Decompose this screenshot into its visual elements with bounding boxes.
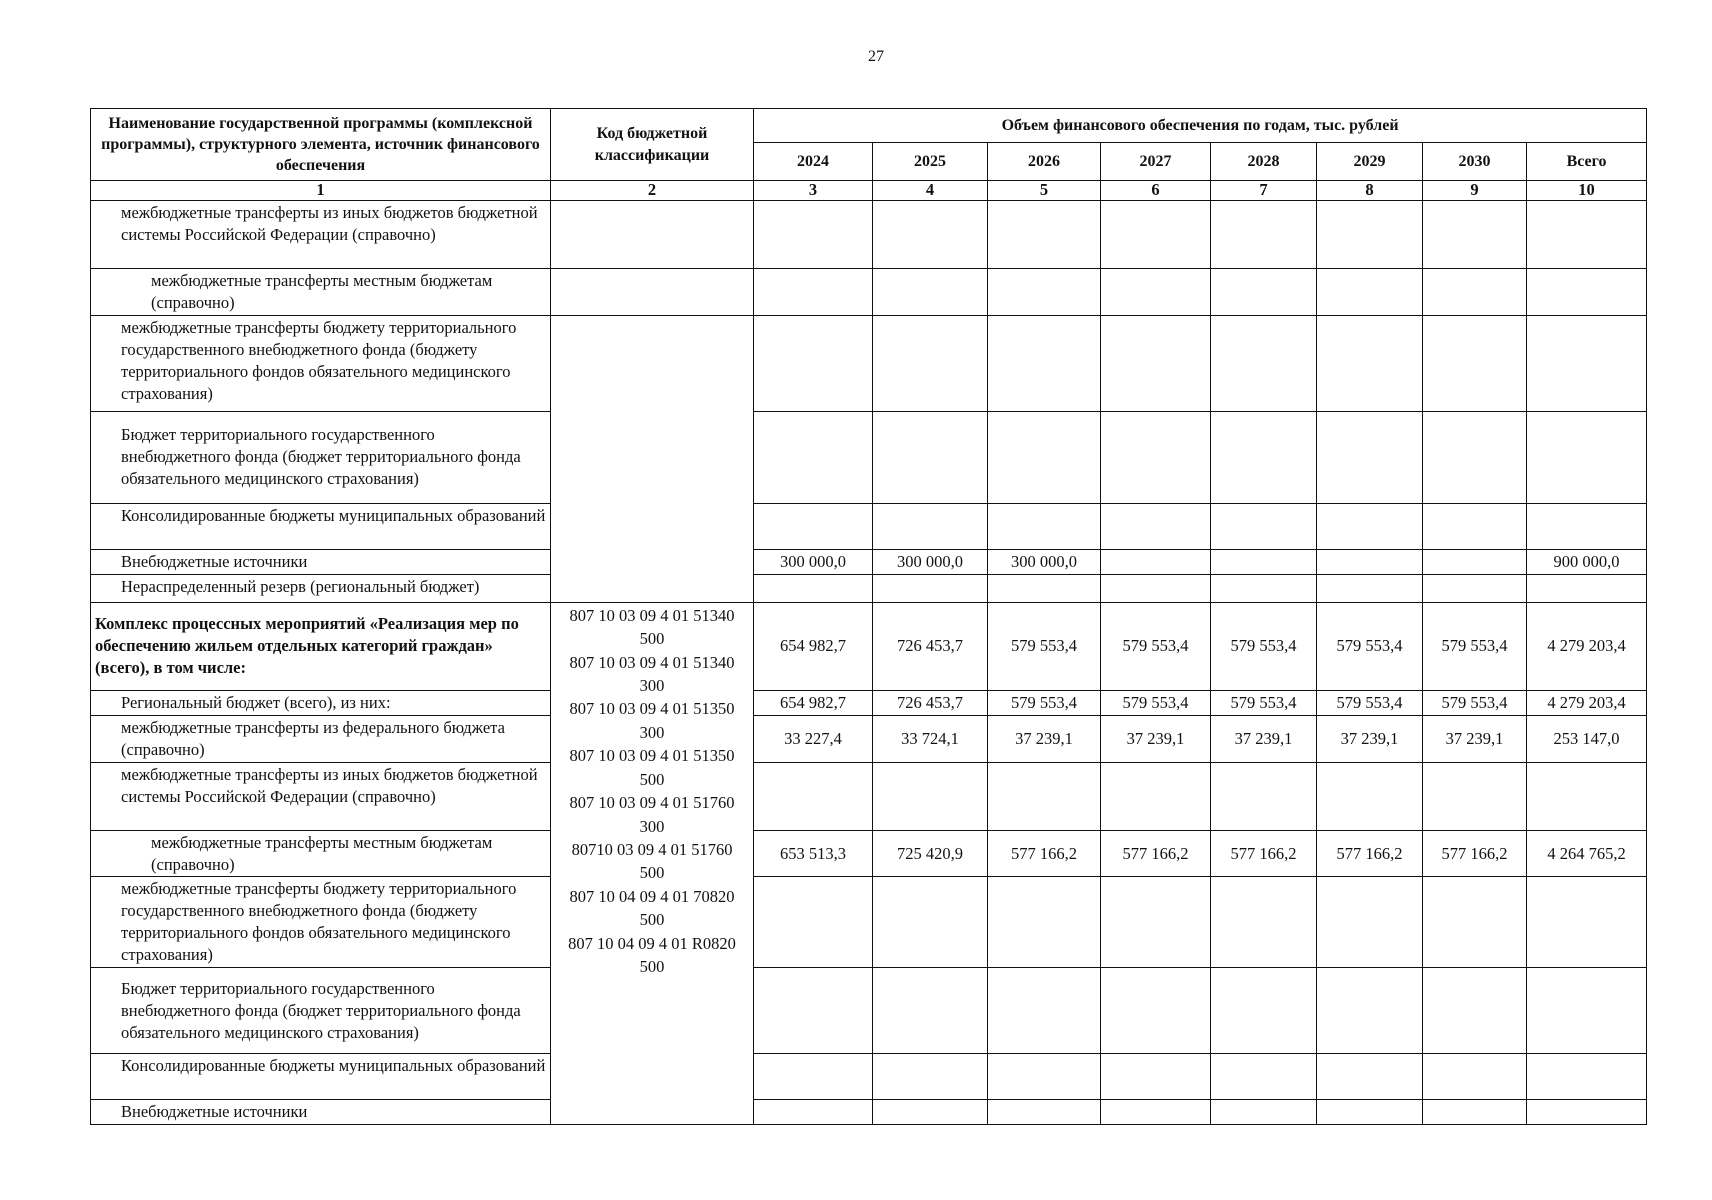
value-cell [1317, 877, 1423, 968]
code-cell-empty [551, 315, 754, 602]
value-cell: 300 000,0 [754, 549, 873, 574]
value-cell [1101, 877, 1211, 968]
value-cell [1317, 968, 1423, 1054]
value-cell: 579 553,4 [988, 602, 1101, 690]
page-number: 27 [868, 48, 884, 65]
value-cell [1527, 877, 1647, 968]
value-cell [754, 968, 873, 1054]
value-cell: 4 279 203,4 [1527, 602, 1647, 690]
table-row [91, 762, 1647, 830]
value-cell [754, 200, 873, 268]
value-cell: 653 513,3 [754, 830, 873, 877]
value-cell: 4 264 765,2 [1527, 830, 1647, 877]
value-cell [1211, 762, 1317, 830]
value-cell: 37 239,1 [1423, 715, 1527, 762]
value-cell [1317, 574, 1423, 602]
value-cell [1101, 549, 1211, 574]
value-cell [754, 268, 873, 315]
budget-code: 80710 03 09 4 01 51760 [571, 840, 733, 859]
value-cell: 300 000,0 [873, 549, 988, 574]
row-name: межбюджетные трансферты из иных бюджетов бюджетной системы Российской Федерации (справочно) [91, 200, 551, 268]
value-cell: 579 553,4 [1101, 602, 1211, 690]
table-row [91, 715, 1647, 762]
row-name: межбюджетные трансферты местным бюджетам (справочно) [91, 268, 551, 315]
header-year-2030: 2030 [1423, 143, 1527, 181]
value-cell [754, 1100, 873, 1125]
value-cell [988, 200, 1101, 268]
value-cell: 726 453,7 [873, 602, 988, 690]
column-number: 8 [1317, 181, 1423, 201]
column-number: 6 [1101, 181, 1211, 201]
value-cell [1101, 411, 1211, 503]
value-cell: 300 000,0 [988, 549, 1101, 574]
value-cell [1527, 1054, 1647, 1100]
value-cell [1423, 200, 1527, 268]
budget-code: 807 10 04 09 4 01 70820 [569, 886, 735, 906]
budget-code: 500 [639, 629, 665, 649]
value-cell [1211, 877, 1317, 968]
value-cell: 577 166,2 [1101, 830, 1211, 877]
row-name: межбюджетные трансферты из федерального бюджета (справочно) [91, 715, 551, 762]
value-cell [1423, 411, 1527, 503]
value-cell [1211, 549, 1317, 574]
value-cell [754, 762, 873, 830]
value-cell [1423, 1054, 1527, 1100]
value-cell [1317, 268, 1423, 315]
value-cell [1211, 268, 1317, 315]
table-row [91, 968, 1647, 1054]
value-cell [1527, 968, 1647, 1054]
value-cell [754, 503, 873, 549]
value-cell [1527, 200, 1647, 268]
value-cell [1211, 968, 1317, 1054]
value-cell [873, 1054, 988, 1100]
column-number: 3 [754, 181, 873, 201]
value-cell: 654 982,7 [754, 602, 873, 690]
value-cell [1317, 1054, 1423, 1100]
value-cell [1317, 411, 1423, 503]
value-cell [988, 968, 1101, 1054]
value-cell [1527, 574, 1647, 602]
value-cell [1101, 574, 1211, 602]
row-name: Внебюджетные источники [91, 549, 551, 574]
value-cell [1527, 1100, 1647, 1125]
budget-code: 300 [639, 676, 665, 696]
value-cell [1211, 200, 1317, 268]
row-name: межбюджетные трансферты из иных бюджетов бюджетной системы Российской Федерации (справочно) [91, 762, 551, 830]
header-volume-column: Объем финансового обеспечения по годам, тыс. рублей [754, 109, 1647, 143]
header-year-2029: 2029 [1317, 143, 1423, 181]
value-cell: 654 982,7 [754, 690, 873, 715]
value-cell [873, 503, 988, 549]
budget-code: 500 [639, 957, 665, 977]
value-cell: 579 553,4 [1423, 690, 1527, 715]
row-name: Региональный бюджет (всего), из них: [91, 690, 551, 715]
table-row [91, 549, 1647, 574]
column-number: 10 [1527, 181, 1647, 201]
value-cell [988, 877, 1101, 968]
value-cell [1423, 877, 1527, 968]
value-cell [754, 411, 873, 503]
value-cell [988, 762, 1101, 830]
value-cell [873, 968, 988, 1054]
budget-code: 500 [639, 769, 665, 789]
value-cell [1423, 1100, 1527, 1125]
value-cell [873, 200, 988, 268]
header-name-column: Наименование государственной программы (комплексной программы), структурного элемента, источник финансового обеспечения [91, 109, 551, 181]
value-cell: 579 553,4 [1101, 690, 1211, 715]
column-number: 9 [1423, 181, 1527, 201]
header-code-column: Код бюджетной классификации [551, 109, 754, 181]
value-cell: 253 147,0 [1527, 715, 1647, 762]
code-cell-empty [754, 574, 873, 602]
value-cell [988, 1054, 1101, 1100]
value-cell [988, 268, 1101, 315]
table-row [91, 411, 1647, 503]
value-cell: 33 227,4 [754, 715, 873, 762]
value-cell [754, 315, 873, 411]
row-name: Консолидированные бюджеты муниципальных образований [91, 1054, 551, 1100]
header-year-2027: 2027 [1101, 143, 1211, 181]
value-cell [988, 503, 1101, 549]
value-cell [1211, 1054, 1317, 1100]
value-cell [1211, 1100, 1317, 1125]
value-cell: 579 553,4 [1211, 602, 1317, 690]
row-name: Нераспределенный резерв (региональный бюджет) [91, 574, 551, 602]
budget-code: 807 10 03 09 4 01 51340 [569, 605, 735, 625]
value-cell [1101, 1100, 1211, 1125]
value-cell [1423, 549, 1527, 574]
header-year-2025: 2025 [873, 143, 988, 181]
value-cell [873, 315, 988, 411]
table-row [91, 268, 1647, 315]
budget-codes-cell [551, 602, 754, 1124]
value-cell [1527, 315, 1647, 411]
value-cell: 577 166,2 [1317, 830, 1423, 877]
value-cell [1211, 411, 1317, 503]
header-year-2028: 2028 [1211, 143, 1317, 181]
table-row [91, 1054, 1647, 1100]
value-cell: 579 553,4 [1317, 602, 1423, 690]
value-cell [1423, 574, 1527, 602]
value-cell [873, 411, 988, 503]
value-cell: 579 553,4 [1211, 690, 1317, 715]
value-cell [1211, 574, 1317, 602]
value-cell: 577 166,2 [1423, 830, 1527, 877]
value-cell: 726 453,7 [873, 690, 988, 715]
value-cell [1317, 549, 1423, 574]
budget-code: 807 10 03 09 4 01 51760 [569, 793, 735, 813]
value-cell [1423, 968, 1527, 1054]
value-cell: 579 553,4 [1317, 690, 1423, 715]
value-cell [1211, 503, 1317, 549]
value-cell [1423, 315, 1527, 411]
value-cell [754, 1054, 873, 1100]
value-cell [1101, 968, 1211, 1054]
table-row [91, 503, 1647, 549]
value-cell [1101, 315, 1211, 411]
value-cell [1317, 762, 1423, 830]
row-name: Бюджет территориального государственного внебюджетного фонда (бюджет территориального фонда обязательного медицинского страхования) [91, 968, 551, 1054]
value-cell: 579 553,4 [988, 690, 1101, 715]
column-number: 4 [873, 181, 988, 201]
value-cell [754, 877, 873, 968]
value-cell: 37 239,1 [1101, 715, 1211, 762]
table-row [91, 315, 1647, 411]
table-row [91, 830, 1647, 877]
value-cell [1101, 1054, 1211, 1100]
value-cell [1317, 315, 1423, 411]
table-row [91, 602, 1647, 690]
row-name: Консолидированные бюджеты муниципальных образований [91, 503, 551, 549]
value-cell [1423, 762, 1527, 830]
table-row [91, 877, 1647, 968]
row-name: Внебюджетные источники [91, 1100, 551, 1125]
value-cell [873, 574, 988, 602]
value-cell [1101, 268, 1211, 315]
row-name-program: Комплекс процессных мероприятий «Реализация мер по обеспечению жильем отдельных категорий граждан» (всего), в том числе: [91, 602, 551, 690]
value-cell: 37 239,1 [988, 715, 1101, 762]
column-number: 2 [551, 181, 754, 201]
row-name: межбюджетные трансферты бюджету территориального государственного внебюджетного фонда (бюджету территориального фондов обязательного медицинского страхования) [91, 877, 551, 968]
value-cell: 900 000,0 [1527, 549, 1647, 574]
budget-code: 500 [639, 863, 665, 883]
value-cell [988, 315, 1101, 411]
header-year-2026: 2026 [988, 143, 1101, 181]
financing-table [90, 108, 1647, 1125]
value-cell [873, 268, 988, 315]
budget-code: 300 [639, 816, 665, 836]
value-cell [1423, 268, 1527, 315]
value-cell [988, 1100, 1101, 1125]
value-cell: 37 239,1 [1211, 715, 1317, 762]
value-cell: 579 553,4 [1423, 602, 1527, 690]
budget-code: 807 10 03 09 4 01 51350 [569, 699, 735, 719]
value-cell: 4 279 203,4 [1527, 690, 1647, 715]
table-row [91, 690, 1647, 715]
value-cell [1101, 762, 1211, 830]
column-number: 1 [91, 181, 551, 201]
column-numbers-row [91, 181, 1647, 201]
value-cell: 33 724,1 [873, 715, 988, 762]
header-year-2024: 2024 [754, 143, 873, 181]
row-name: межбюджетные трансферты местным бюджетам (справочно) [91, 830, 551, 877]
code-cell-empty [551, 268, 754, 315]
value-cell: 37 239,1 [1317, 715, 1423, 762]
value-cell [988, 574, 1101, 602]
value-cell [873, 877, 988, 968]
value-cell [1423, 503, 1527, 549]
value-cell [1317, 1100, 1423, 1125]
value-cell [1211, 315, 1317, 411]
value-cell [988, 411, 1101, 503]
value-cell [1527, 503, 1647, 549]
code-cell-empty [551, 200, 754, 268]
budget-code: 300 [639, 722, 665, 742]
value-cell [1317, 200, 1423, 268]
column-number: 5 [988, 181, 1101, 201]
budget-code: 807 10 04 09 4 01 R0820 [568, 933, 736, 953]
value-cell: 725 420,9 [873, 830, 988, 877]
table-row [91, 1100, 1647, 1125]
row-name: Бюджет территориального государственного внебюджетного фонда (бюджет территориального фонда обязательного медицинского страхования) [91, 411, 551, 503]
value-cell: 577 166,2 [988, 830, 1101, 877]
value-cell [1317, 503, 1423, 549]
value-cell [873, 762, 988, 830]
column-number: 7 [1211, 181, 1317, 201]
value-cell [1527, 762, 1647, 830]
value-cell [1527, 411, 1647, 503]
value-cell [873, 1100, 988, 1125]
value-cell [1101, 503, 1211, 549]
budget-code: 500 [639, 910, 665, 930]
row-name: межбюджетные трансферты бюджету территориального государственного внебюджетного фонда (бюджету территориального фондов обязательного медицинского страхования) [91, 315, 551, 411]
table-row [91, 200, 1647, 268]
budget-code: 807 10 03 09 4 01 51350 [569, 746, 735, 766]
budget-code: 807 10 03 09 4 01 51340 [569, 652, 735, 672]
value-cell: 577 166,2 [1211, 830, 1317, 877]
value-cell [1101, 200, 1211, 268]
value-cell [1527, 268, 1647, 315]
header-total: Всего [1527, 143, 1647, 181]
table-row [91, 574, 1647, 602]
